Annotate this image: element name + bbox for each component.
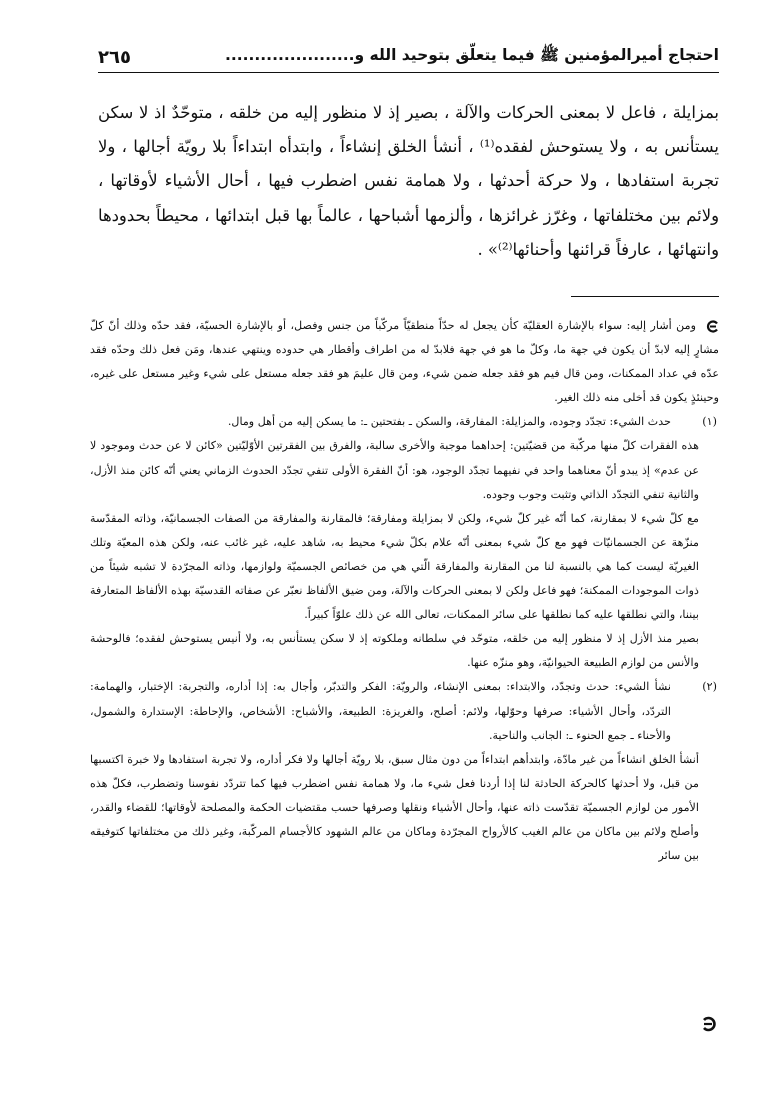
footnote-2-definition: نشأ الشيء: حدث وتجدّد، والابتداء: بمعنى الإنشاء، والرويّة: الفكر والتدبّر، وأجال به: إذا أداره، والتجربة: الإختبار، والهمامة: التردّد، وأحال الأشياء: صرفها وحوّلها، ولائم: أصلح، والغريزة: الطبيعة، والأشباح: الأشخاص، والإحاطة: الإستدارة والشمول، والأحناء ـ جمع الحنوء ـ: الجانب والناحية. bbox=[90, 680, 671, 742]
footnote-paragraph: أنشأ الخلق انشاءاً من غير مادّة، وابتدأهم ابتداءاً من دون مثال سبق، بلا رويّة أجالها ولا فكر أداره، ولا تجربة استفادها ولا خبرة اكتسبها من قبل، ولا أحدثها كالحركة الحادثة لنا إذا أردنا فعل شيء ما، ولا همامة نفس اضطرب فيها كما تتردّد نفوسنا وتضطرب، فكلّ هذه الأمور من لوازم الجسميّة تقدّست ذاته عنها، وأحال الأشياء ونقلها وصرفها حسب مقتضيات الحكمة والمصلحة لأوقاتها؛ للقضاء والقدر، وأصلح ولائم بين ماكان من عالم الغيب كالأرواح المجرّدة وماكان من عالم الشهود كالأجسام المركّبة، وغير ذلك من مختلفاتها كتوفيقه بين سائر bbox=[90, 752, 699, 863]
footnote-2-body bbox=[90, 748, 719, 868]
continued-on-next-icon bbox=[701, 1016, 717, 1032]
footnote-1 bbox=[90, 410, 719, 434]
main-text bbox=[98, 96, 719, 267]
footnote-paragraph: مع كلّ شيء لا بمقارنة، كما أنّه غير كلّ شيء، ولكن لا بمزايلة ومفارقة؛ فالمقارنة والمفارقة من الصفات الجسمانيّة، وذاته المقدّسة منزّهة عن الجسمانيّات فهو مع كلّ شيء بمعنى أنّه علام بكلّ شيء محيط به، شاهد عليه، غير غائب عنه، ولكن هذه المعيّة وتلك الغيريّة ليست كما هي بالنسبة لنا من المقارنة والمفارقة الّتي هي من خصائص الجسميّة ولوازمها، وذاته المجرّدة لا تشبه شيئاً من ذوات الموجودات الممكنة؛ فهو فاعل ولكن لا بمعنى الحركات والآلة، ومن ضيق الألفاظ نعبّر عن صفاته القدسيّة بهذه الألفاظ المتعارفة بيننا، والتي نطلقها عليه كما نطلقها على سائر الممكنات، تعالى الله عن ذلك علوّاً كبيراً. bbox=[90, 511, 699, 622]
footnote-paragraph: هذه الفقرات كلّ منها مركّبة من قضيّتين: إحداهما موجبة والأخرى سالبة، والفرق بين الفقرتين الأوّليّتين «كائن لا عن حدث وموجود لا عن عدم» إذ يبدو أنّ معناهما واحد في نفيهما تجدّد الوجود، هو: أنّ الفقرة الأولى تنفي تجدّد الحدوث الزماني يعني أنّه كائن منذ الأزل، والثانية تنفي التجدّد الذاتي وتثبت وجوب وجوده. bbox=[90, 439, 699, 501]
footnote-1-body bbox=[90, 434, 719, 675]
continued-note-text: ومن أشار إليه: سواء بالإشارة العقليّة كأن يجعل له حدّاً منطقيّاً مركّباً من جنس وفصل، أو بالإشارة الحسيّة، فقد حدّه وذلك أنّ كلّ مشارٍ إليه لابدّ أن يكون في جهة ما، وكلّ ما هو في جهة فلابدّ له من اطراف وأقطار هي حدوده وينتهي عندها، ومَن فعل ذلك وحدّه فقد عدّه في عداد الممكنات، ومن قال فيم هو فقد جعله ضمن شيء، ومن قال عليمَ هو فقد جعله مستعل على شيء وغير مستعل على غيره، وحينئذٍ يكون قد أخلى منه ذلك الغير. bbox=[90, 319, 719, 405]
running-title: احتجاج أميرالمؤمنين ﷺ فيما يتعلّق بتوحيد الله و...................... bbox=[224, 46, 719, 64]
continued-from-previous-icon bbox=[706, 320, 719, 333]
footnotes bbox=[90, 314, 719, 868]
footnote-2 bbox=[90, 675, 719, 747]
main-paragraph: بمزايلة ، فاعل لا بمعنى الحركات والآلة ، بصير إذ لا منظور إليه من خلقه ، متوحّدٌ اذ لا سكن يستأنس به ، ولا يستوحش لفقده⁽¹⁾ ، أنشأ الخلق إنشاءاً ، وابتدأه ابتداءاً بلا رويّة أجالها ، ولا تجربة استفادها ، ولا حركة أحدثها ، ولا همامة نفس اضطرب فيها ، أحال الأشياء لأوقاتها ، ولائم بين مختلفاتها ، وغرّز غرائزها ، وألزمها أشباحها ، عالماً بها قبل ابتدائها ، محيطاً بحدودها وانتهائها ، عارفاً قرائنها وأحنائها⁽²⁾» . bbox=[98, 103, 719, 259]
footnote-1-marker: (١) bbox=[702, 415, 717, 429]
page-header bbox=[98, 40, 719, 73]
footnote-continued bbox=[90, 314, 719, 410]
footnote-1-definition: حدث الشيء: تجدّد وجوده، والمزايلة: المفارقة، والسكن ـ بفتحتين ـ: ما يسكن إليه من أهل ومال. bbox=[227, 415, 671, 429]
page-number: ٢٦٥ bbox=[98, 47, 131, 68]
footnote-2-marker: (٢) bbox=[702, 680, 717, 694]
footnote-divider bbox=[571, 296, 719, 297]
footnote-paragraph: بصير منذ الأزل إذ لا منظور إليه من خلقه، متوحّد في سلطانه وملكوته إذ لا سكن يستأنس به، ولا أنيس يستوحش لفقده؛ فالوحشة والأنس من لوازم الطبيعة الحيوانيّة، وهو منزّه عنها. bbox=[90, 632, 699, 670]
